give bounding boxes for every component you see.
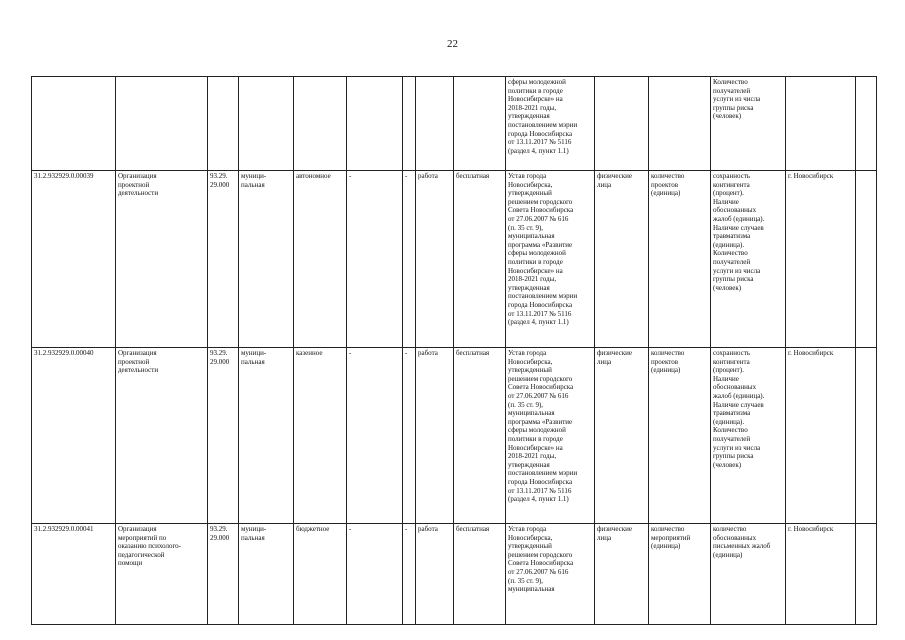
cell-ownership — [239, 77, 294, 171]
cell-text: 31.2.932929.0.00039 — [34, 172, 94, 180]
cell-text: бесплатная — [456, 172, 490, 180]
cell-code — [32, 348, 116, 524]
cell-text: 31.2.932929.0.00040 — [34, 349, 94, 357]
cell-text: 93.29. 29.000 — [210, 349, 230, 366]
cell-c6 — [347, 524, 403, 625]
cell-pay — [454, 348, 506, 524]
cell-text: количество проектов (единица) — [651, 349, 685, 375]
cell-basis — [506, 348, 595, 524]
cell-name — [116, 348, 208, 524]
cell-type — [294, 348, 347, 524]
cell-quality — [711, 524, 786, 625]
cell-ownership — [239, 348, 294, 524]
cell-kind — [416, 524, 454, 625]
cell-text: автономное — [296, 172, 331, 180]
cell-text: Организация проектной деятельности — [118, 172, 159, 198]
cell-basis — [506, 77, 595, 171]
cell-text: Устав города Новосибирска, утвержденный решением городского Совета Новосибирска от 27.06.2007 № 616 (п. 35 ст. 9), муниципальная — [508, 525, 574, 594]
cell-text: муници- пальная — [241, 525, 267, 542]
cell-c6 — [347, 348, 403, 524]
cell-text: работа — [418, 172, 438, 180]
cell-consumers — [595, 171, 649, 348]
cell-c7 — [403, 77, 416, 171]
cell-text: Устав города Новосибирска, утвержденный решением городского Совета Новосибирска от 27.06.2007 № 616 (п. 35 ст. 9), муниципальная программа «Развитие сферы молодежной политики в городе Новосибирске» на 2018-2021 годы, утвержденная постановлением мэрии города Новосибирска от 13.11.2017 № 5116 (раздел 4, пункт 1.1) — [508, 172, 578, 327]
cell-name — [116, 524, 208, 625]
cell-text: - — [349, 349, 352, 357]
cell-text: г. Новосибирск — [788, 349, 834, 357]
cell-code — [32, 77, 116, 171]
cell-quality — [711, 77, 786, 171]
cell-text: - — [349, 525, 352, 533]
cell-c6 — [347, 171, 403, 348]
cell-place — [786, 77, 856, 171]
cell-kind — [416, 77, 454, 171]
services-register-table — [31, 76, 877, 625]
cell-code — [32, 524, 116, 625]
cell-volume — [649, 171, 711, 348]
cell-extra — [856, 348, 877, 524]
cell-text: г. Новосибирск — [788, 172, 834, 180]
cell-volume — [649, 348, 711, 524]
cell-okved — [208, 524, 239, 625]
cell-extra — [856, 77, 877, 171]
cell-text: 93.29. 29.000 — [210, 172, 230, 189]
cell-text: сохранность контингента (процент). Наличие обоснованных жалоб (единица). Наличие случаев травматизма (единица). Количество получателей услуги из числа группы риска (человек) — [713, 172, 765, 292]
cell-place — [786, 524, 856, 625]
cell-text: Устав города Новосибирска, утвержденный решением городского Совета Новосибирска от 27.06.2007 № 616 (п. 35 ст. 9), муниципальная программа «Развитие сферы молодежной политики в городе Новосибирске» на 2018-2021 годы, утвержденная постановлением мэрии города Новосибирска от 13.11.2017 № 5116 (раздел 4, пункт 1.1) — [508, 349, 578, 504]
table-row — [32, 77, 877, 171]
cell-consumers — [595, 77, 649, 171]
cell-text: - — [405, 172, 408, 180]
table-row — [32, 348, 877, 524]
cell-text: муници- пальная — [241, 349, 267, 366]
cell-type — [294, 77, 347, 171]
cell-code — [32, 171, 116, 348]
cell-text: количество обоснованных письменных жалоб (единица) — [713, 525, 771, 559]
cell-text: количество проектов (единица) — [651, 172, 685, 198]
cell-text: г. Новосибирск — [788, 525, 834, 533]
cell-text: сферы молодежной политики в городе Новосибирске» на 2018-2021 годы, утвержденная постановлением мэрии города Новосибирска от 13.11.2017 № 5116 (раздел 4, пункт 1.1) — [508, 78, 578, 155]
cell-text: казенное — [296, 349, 323, 357]
cell-text: бесплатная — [456, 349, 490, 357]
cell-text: количество мероприятий (единица) — [651, 525, 691, 551]
cell-text: 31.2.932929.0.00041 — [34, 525, 94, 533]
cell-volume — [649, 524, 711, 625]
cell-text: - — [405, 525, 408, 533]
cell-quality — [711, 171, 786, 348]
cell-text: бесплатная — [456, 525, 490, 533]
cell-extra — [856, 524, 877, 625]
cell-c6 — [347, 77, 403, 171]
cell-okved — [208, 348, 239, 524]
cell-text: физические лица — [597, 172, 632, 189]
cell-text: - — [405, 349, 408, 357]
cell-text: работа — [418, 525, 438, 533]
cell-consumers — [595, 524, 649, 625]
cell-extra — [856, 171, 877, 348]
cell-basis — [506, 524, 595, 625]
cell-kind — [416, 171, 454, 348]
cell-basis — [506, 171, 595, 348]
cell-text: физические лица — [597, 525, 632, 542]
cell-kind — [416, 348, 454, 524]
cell-quality — [711, 348, 786, 524]
cell-text: сохранность контингента (процент). Наличие обоснованных жалоб (единица). Наличие случаев травматизма (единица). Количество получателей услуги из числа группы риска (человек) — [713, 349, 765, 469]
cell-place — [786, 348, 856, 524]
cell-text: Организация мероприятий по оказанию психолого- педагогической помощи — [118, 525, 182, 568]
cell-text: бюджетное — [296, 525, 330, 533]
cell-name — [116, 171, 208, 348]
cell-pay — [454, 77, 506, 171]
cell-pay — [454, 524, 506, 625]
cell-type — [294, 171, 347, 348]
cell-c7 — [403, 524, 416, 625]
cell-ownership — [239, 171, 294, 348]
cell-text: работа — [418, 349, 438, 357]
page-number: 22 — [447, 38, 458, 50]
cell-text: Организация проектной деятельности — [118, 349, 159, 375]
cell-c7 — [403, 171, 416, 348]
cell-pay — [454, 171, 506, 348]
cell-ownership — [239, 524, 294, 625]
cell-name — [116, 77, 208, 171]
cell-place — [786, 171, 856, 348]
cell-type — [294, 524, 347, 625]
cell-text: муници- пальная — [241, 172, 267, 189]
cell-volume — [649, 77, 711, 171]
cell-text: - — [349, 172, 352, 180]
table-row — [32, 524, 877, 625]
cell-okved — [208, 77, 239, 171]
cell-consumers — [595, 348, 649, 524]
cell-text: 93.29. 29.000 — [210, 525, 230, 542]
cell-okved — [208, 171, 239, 348]
cell-text: физические лица — [597, 349, 632, 366]
cell-text: Количество получателей услуги из числа группы риска (человек) — [713, 78, 761, 121]
table-row — [32, 171, 877, 348]
cell-c7 — [403, 348, 416, 524]
